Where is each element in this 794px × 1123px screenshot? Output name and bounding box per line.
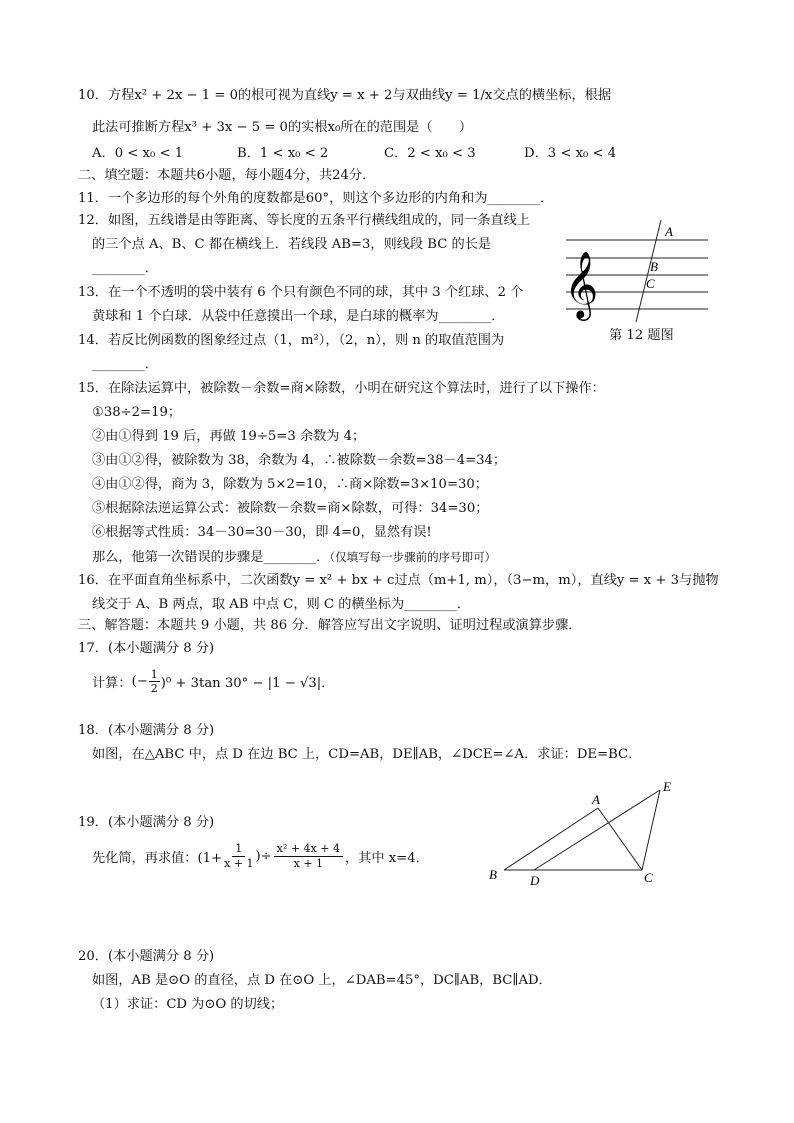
q17-fraction <box>149 668 160 695</box>
q17-title: 17．(本小题满分 8 分) <box>78 641 215 656</box>
q15-line1: 15．在除法运算中，被除数－余数=商×除数，小明在研究这个算法时，进行了以下操作： <box>78 381 605 396</box>
q19-f1-num: 1 <box>232 842 245 857</box>
point-label-a: A <box>665 224 673 239</box>
treble-clef-icon: 𝄞 <box>564 252 599 317</box>
q17-expr-a: (− <box>131 673 148 689</box>
q19-f1-den: x + 1 <box>224 856 254 870</box>
point-label-c: C <box>646 276 655 291</box>
q15-note: （仅填写每一步骤前的序号即可） <box>329 550 497 564</box>
q10-option-d: D．3 < x₀ < 4 <box>524 146 617 161</box>
q10-line2: 此法可推断方程x³ + 3x − 5 = 0的实根x₀所在的范围是（ ） <box>92 120 473 135</box>
q19-f2-den: x + 1 <box>293 856 324 870</box>
q12-line3: ________． <box>92 261 158 276</box>
q19-fraction-2 <box>274 842 343 871</box>
q19-f2-num: x² + 4x + 4 <box>274 842 343 857</box>
q11-text: 11．一个多边形的每个外角的度数都是60°，则这个多边形的内角和为________． <box>78 191 554 206</box>
q10-option-b: B．1 < x₀ < 2 <box>237 146 329 161</box>
q15-ask-text: 那么，他第一次错误的步骤是________． <box>92 550 330 565</box>
triangle-figure <box>482 778 682 890</box>
q10-line1: 10．方程x² + 2x − 1 = 0的根可视为直线y = x + 2与双曲线y = 1/x交点的横坐标，根据 <box>78 88 612 103</box>
label-a: A <box>592 792 600 807</box>
q15-step-2: ②由①得到 19 后，再做 19÷5=3 余数为 4； <box>92 429 366 444</box>
staff-figure <box>558 218 718 328</box>
q20-sub1: （1）求证：CD 为⊙O 的切线； <box>92 997 284 1012</box>
q17-expr-b: )⁰ + 3tan 30° − |1 − √3|． <box>160 675 335 691</box>
q20-title: 20．(本小题满分 8 分) <box>78 949 215 964</box>
q12-line1: 12．如图，五线谱是由等距离、等长度的五条平行横线组成的，同一条直线上 <box>78 213 530 228</box>
q12-caption: 第 12 题图 <box>609 328 674 343</box>
segment-ac <box>598 808 642 870</box>
q15-step-5: ⑤根据除法逆运算公式：被除数－余数=商×除数，可得：34=30； <box>92 501 489 516</box>
q19-expression <box>92 838 429 874</box>
q13-line1: 13．在一个不透明的袋中装有 6 个只有颜色不同的球，其中 3 个红球、2 个 <box>78 285 524 300</box>
q15-step-6: ⑥根据等式性质：34－30=30－30，即 4=0，显然有误! <box>92 525 432 540</box>
q19-mid: )÷ <box>255 848 272 864</box>
segment-ba <box>504 808 598 870</box>
q19-prefix: 先化简，再求值：(1+ <box>92 850 223 866</box>
label-b: B <box>489 867 497 882</box>
q16-line2: 线交于 A、B 两点，取 AB 中点 C，则 C 的横坐标为________． <box>92 597 471 612</box>
label-e: E <box>663 779 671 794</box>
q10-option-a: A．0 < x₀ < 1 <box>92 146 184 161</box>
segment-ec <box>642 790 660 870</box>
q17-expression <box>92 664 334 698</box>
q17-frac-den: 2 <box>150 681 158 695</box>
q12-line2: 的三个点 A、B、C 都在横线上．若线段 AB=3，则线段 BC 的长是 <box>92 237 492 252</box>
q15-step-1: ①38÷2=19； <box>92 405 182 420</box>
q18-text: 如图，在△ABC 中，点 D 在边 BC 上，CD=AB，DE∥AB，∠DCE=∠A．求证：DE=BC． <box>92 747 642 762</box>
label-d: D <box>530 873 540 888</box>
q14-line2: ________． <box>92 357 158 372</box>
q18-title: 18．(本小题满分 8 分) <box>78 723 215 738</box>
section3-heading: 三、解答题：本题共 9 小题，共 86 分．解答应写出文字说明、证明过程或演算步骤． <box>78 618 582 633</box>
q10-option-c: C．2 < x₀ < 3 <box>384 146 476 161</box>
q17-prefix: 计算： <box>92 675 132 691</box>
q15-ask <box>92 548 496 567</box>
q19-fraction-1 <box>224 842 253 871</box>
q15-step-3: ③由①②得，被除数为 38，余数为 4，∴被除数－余数=38－4=34； <box>92 453 507 468</box>
q15-step-4: ④由①②得，商为 3，除数为 5×2=10，∴商×除数=3×10=30； <box>92 477 488 492</box>
q16-line1: 16．在平面直角坐标系中，二次函数y = x² + bx + c过点（m+1, m），（3−m，m），直线y = x + 3与抛物 <box>78 573 719 588</box>
q13-line2: 黄球和 1 个白球．从袋中任意摸出一个球，是白球的概率为________． <box>92 309 505 324</box>
q20-text: 如图，AB 是⊙O 的直径，点 D 在⊙O 上，∠DAB=45°，DC∥AB，BC∥AD． <box>92 973 552 988</box>
q14-line1: 14．若反比例函数的图象经过点（1，m²），（2，n），则 n 的取值范围为 <box>78 333 505 348</box>
q19-title: 19．(本小题满分 8 分) <box>78 815 215 830</box>
q19-suffix: ，其中 x=4． <box>344 850 429 866</box>
q17-frac-num: 1 <box>150 667 158 681</box>
label-c: C <box>644 870 653 885</box>
point-label-b: B <box>650 259 658 274</box>
section2-heading: 二、填空题：本题共6小题，每小题4分，共24分． <box>78 168 376 183</box>
